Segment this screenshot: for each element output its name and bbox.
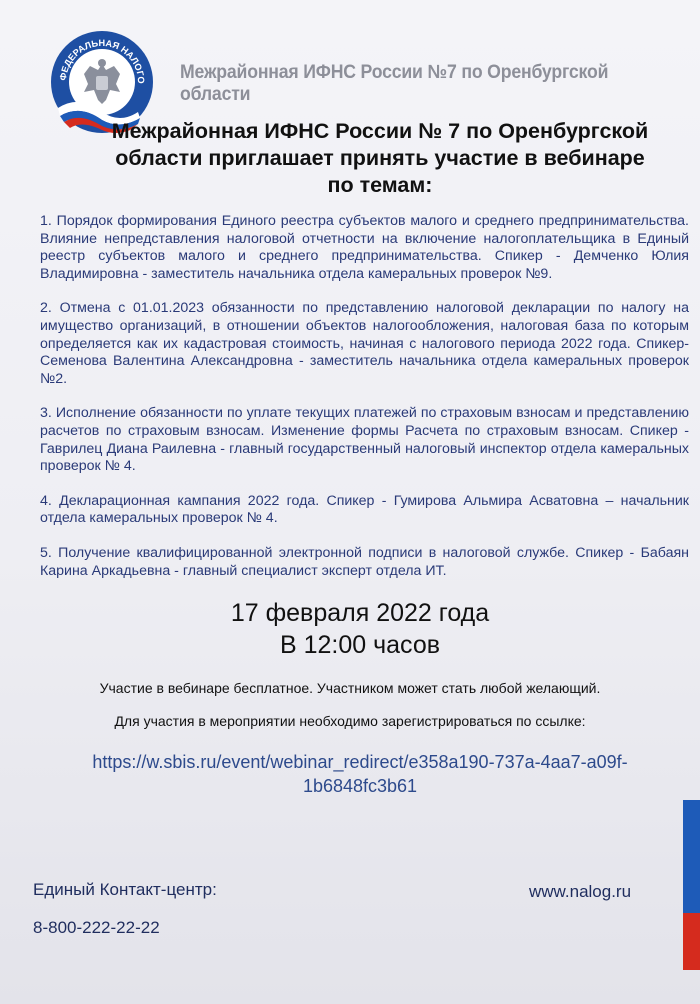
website-link[interactable]: www.nalog.ru <box>529 882 632 901</box>
logo-text: ФЕДЕРАЛЬНАЯ НАЛОГО <box>57 37 147 84</box>
topic-item: 4. Декларационная кампания 2022 года. Спикер - Гумирова Альмира Асватовна – начальник отдела камеральных проверок № 4. <box>40 492 689 527</box>
free-participation-note: Участие в вебинаре бесплатное. Участником может стать любой желающий. <box>99 680 601 696</box>
registration-link[interactable] <box>30 750 690 798</box>
russian-flag-stripe <box>683 800 700 970</box>
title-line-3: по темам: <box>327 173 433 197</box>
topic-item: 5. Получение квалифицированной электронной подписи в налоговой службе. Спикер - Бабаян Карина Аркадьевна - главный специалист эксперт отдела ИТ. <box>40 544 689 579</box>
flag-stripe-red <box>683 913 700 970</box>
registration-note: Для участия в мероприятии необходимо зарегистрироваться по ссылке: <box>114 713 586 729</box>
flag-stripe-blue-top <box>683 800 700 857</box>
registration-link-line-1[interactable]: https://w.sbis.ru/event/webinar_redirect/e358a190-737a-4aa7-a09f- <box>92 752 628 772</box>
topic-item: 3. Исполнение обязанности по уплате текущих платежей по страховым взносам и представлению расчетов по страховым взносам. Изменение формы Расчета по страховым взносам. Спикер - Гаврилец Диана Раилевна - главный государственный налоговый инспектор отдела камеральных проверок № 4. <box>40 405 689 475</box>
page-title <box>100 118 660 199</box>
topic-item: 2. Отмена с 01.01.2023 обязанности по представлению налоговой декларации по налогу на имущество организаций, в отношении объектов налогообложения, налоговая база по которым определяется как их кадастровая стоимость, начиная с налогового периода 2022 года. Спикер- Семенова Валентина Александровна - заместитель начальника отдела камеральных проверок №2. <box>40 300 689 387</box>
topics-list <box>40 213 689 597</box>
contact-phone[interactable]: 8-800-222-22-22 <box>33 918 160 937</box>
flag-stripe-blue <box>683 857 700 913</box>
contact-center-label: Единый Контакт-центр: <box>33 880 217 899</box>
event-datetime <box>0 597 700 661</box>
registration-link-line-2[interactable]: 1b6848fc3b61 <box>302 776 418 796</box>
topic-item: 1. Порядок формирования Единого реестра субъектов малого и среднего предпринимательства. Влияние непредставления налоговой отчетности на включение налогоплательщика в Единый реестр субъектов малого и среднего предпринимательства. Спикер - Демченко Юлия Владимировна - заместитель начальника отдела камеральных проверок №9. <box>40 213 689 282</box>
event-time: В 12:00 часов <box>279 631 441 659</box>
event-date: 17 февраля 2022 года <box>230 599 490 627</box>
title-line-1: Межрайонная ИФНС России № 7 по Оренбургской <box>111 119 649 143</box>
title-line-2: области приглашает принять участие в вебинаре <box>115 146 645 170</box>
header-org-name: Межрайонная ИФНС России №7 по Оренбургской области <box>180 62 609 105</box>
